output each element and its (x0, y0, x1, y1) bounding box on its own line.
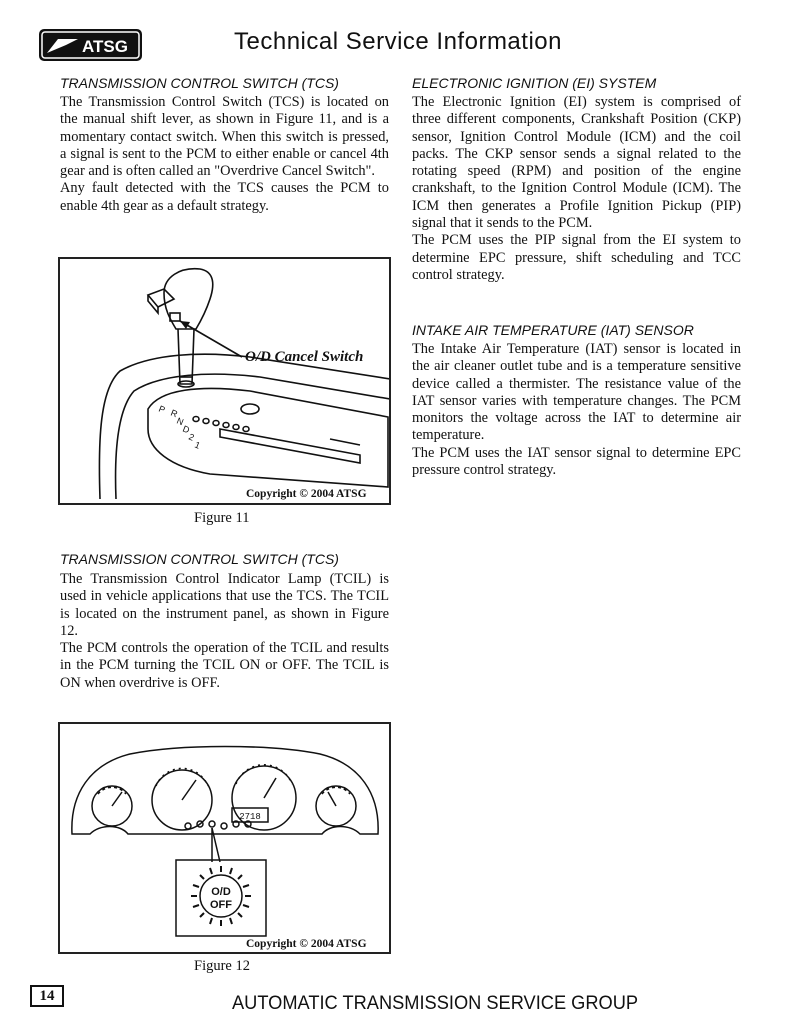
ei-paragraph-1: The Electronic Ignition (EI) system is comprised of three different components, Crankshaft Position (CKP) sensor, Ignition Control Module (ICM) and the coil packs. The CKP sensor sends a signal related to the rotating speed (RPM) and position of the engine crankshaft, to the Ignition Control Module (ICM). The ICM then generates a Profile Ignition Pickup (PIP) signal that it sends to the PCM. (412, 94, 741, 232)
figure-12-copyright: Copyright © 2004 ATSG (246, 938, 367, 950)
iat-section-body (412, 341, 741, 479)
figure-12-caption: Figure 12 (194, 958, 250, 974)
footer-text: AUTOMATIC TRANSMISSION SERVICE GROUP (232, 993, 639, 1014)
tcil-paragraph-1: The Transmission Control Indicator Lamp (TCIL) is used in vehicle applications that use the TCS. The TCIL is located on the instrument panel, as shown in Figure 12. (60, 571, 389, 639)
gear-label-n: N (175, 415, 186, 428)
tcs-paragraph-2: Any fault detected with the TCS causes the PCM to enable 4th gear as a default strategy. (60, 180, 389, 214)
figure-11-caption: Figure 11 (194, 510, 250, 526)
gear-label-r: R (169, 407, 180, 420)
iat-paragraph-2: The PCM uses the IAT sensor signal to determine EPC pressure control strategy. (412, 444, 741, 479)
tcil-section-title: TRANSMISSION CONTROL SWITCH (TCS) (60, 551, 339, 567)
ei-section-body (412, 94, 741, 284)
figure-11-frame (58, 257, 391, 505)
atsg-logo (38, 28, 143, 62)
gear-label-1: 1 (193, 439, 202, 451)
od-cancel-switch-label: O/D Cancel Switch (245, 349, 364, 365)
tcs-paragraph-1: The Transmission Control Switch (TCS) is located on the manual shift lever, as shown in Figure 11, and is a momentary contact switch. When this switch is pressed, a signal is sent to the PCM to either enable or cancel 4th gear and is often called an "Overdrive Cancel Switch". (60, 94, 389, 180)
od-off-lamp-line2: OFF (210, 899, 232, 911)
logo-text: ATSG (82, 37, 128, 56)
ei-section-title: ELECTRONIC IGNITION (EI) SYSTEM (412, 75, 657, 91)
instrument-cluster-illustration (60, 724, 389, 952)
iat-paragraph-1: The Intake Air Temperature (IAT) sensor is located in the air cleaner outlet tube and is a temperature sensitive device called a thermister. The resistance value of the IAT sensor varies with temperature changes. The PCM monitors the voltage across the IAT to determine air temperature. (412, 341, 741, 444)
tcs-section-title: TRANSMISSION CONTROL SWITCH (TCS) (60, 75, 339, 91)
gear-label-p: P (157, 403, 167, 416)
tcil-paragraph-2: The PCM controls the operation of the TCIL and results in the PCM turning the TCIL ON or OFF. The TCIL is ON when overdrive is OFF. (60, 640, 389, 691)
page-title: Technical Service Information (234, 28, 562, 55)
od-off-lamp-line1: O/D (211, 886, 231, 898)
figure-12-frame (58, 722, 391, 954)
tcil-section-body (60, 571, 389, 692)
page-number: 14 (30, 985, 64, 1007)
iat-section-title: INTAKE AIR TEMPERATURE (IAT) SENSOR (412, 322, 694, 338)
tcs-section-body (60, 94, 389, 215)
ei-paragraph-2: The PCM uses the PIP signal from the EI system to determine EPC pressure, shift scheduling and TCC control strategy. (412, 232, 741, 283)
gear-label-2: 2 (187, 431, 196, 443)
gear-label-d: D (181, 423, 192, 436)
odometer-readout: 2718 (239, 812, 261, 822)
shift-lever-illustration (60, 259, 389, 503)
figure-11-copyright: Copyright © 2004 ATSG (246, 488, 367, 500)
